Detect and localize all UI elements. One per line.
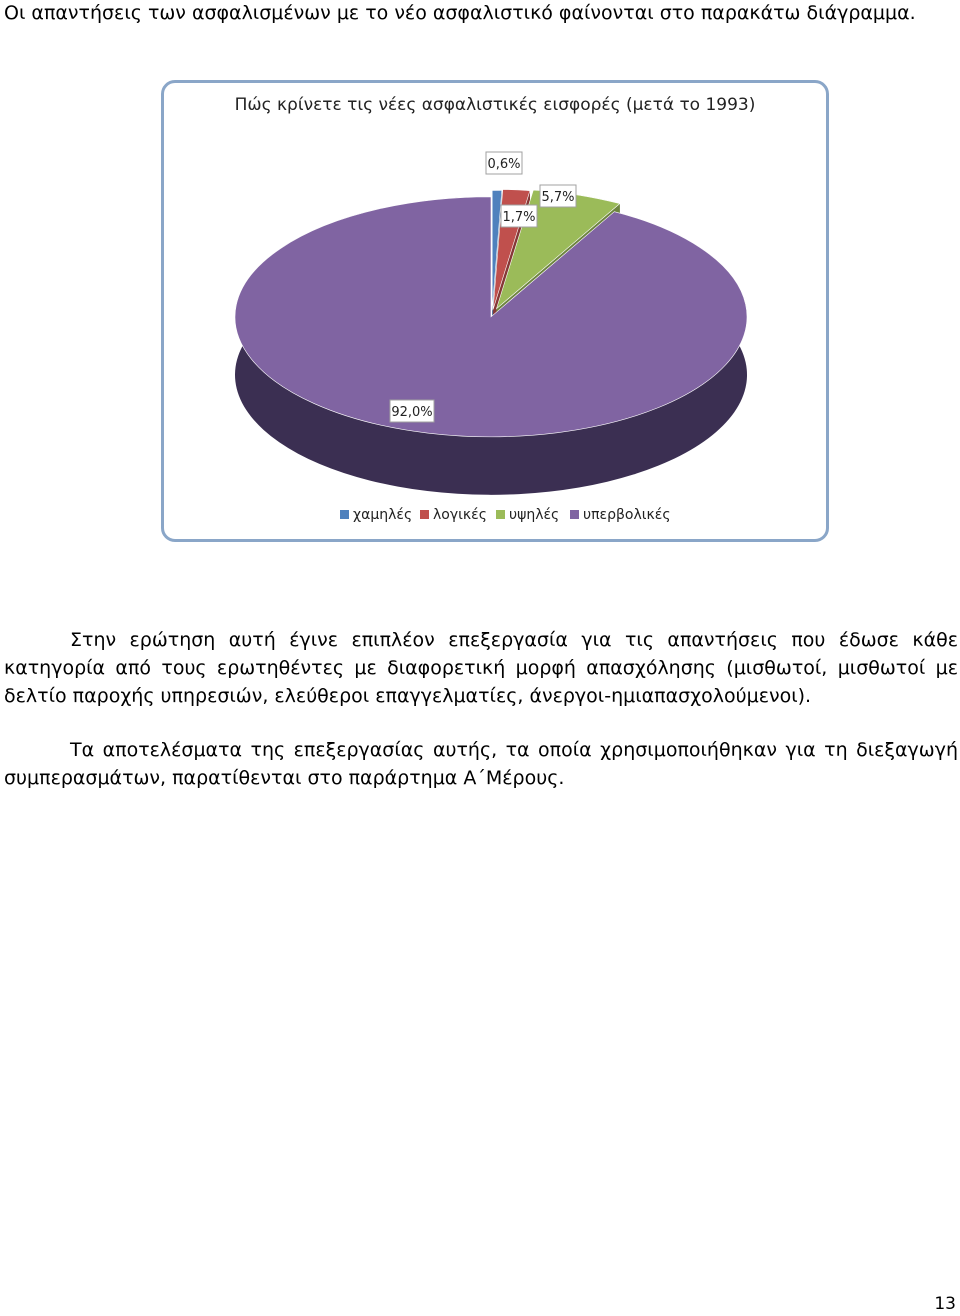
results-paragraph: Τα αποτελέσματα της επεξεργασίας αυτής, τα οποία χρησιμοποιήθηκαν για τη διεξαγωγή συμπερασμάτων, παρατίθενται στο παράρτημα Α΄Μέρους. xyxy=(4,739,958,789)
legend-swatch-1 xyxy=(420,510,429,519)
chart-title: Πώς κρίνετε τις νέες ασφαλιστικές εισφορές (μετά το 1993) xyxy=(234,95,756,115)
page-number: 13 xyxy=(934,1294,956,1314)
legend-label-2: υψηλές xyxy=(509,507,560,523)
data-label-2: 5,7% xyxy=(541,190,575,205)
legend-label-1: λογικές xyxy=(433,507,487,523)
data-label-1: 1,7% xyxy=(502,210,536,225)
legend-label-0: χαμηλές xyxy=(353,507,413,523)
intro-paragraph: Οι απαντήσεις των ασφαλισμένων με το νέο ασφαλιστικό φαίνονται στο παρακάτω διάγραμμα. xyxy=(4,2,916,24)
pie-slice-υπερβολικές xyxy=(235,197,747,437)
legend-label-3: υπερβολικές xyxy=(583,507,671,523)
data-label-0: 0,6% xyxy=(487,157,521,172)
legend-swatch-3 xyxy=(570,510,579,519)
legend-swatch-2 xyxy=(496,510,505,519)
legend-swatch-0 xyxy=(340,510,349,519)
data-label-3: 92,0% xyxy=(391,405,433,420)
pie-chart xyxy=(164,83,826,539)
processing-paragraph: Στην ερώτηση αυτή έγινε επιπλέον επεξεργασία για τις απαντήσεις που έδωσε κάθε κατηγορία από τους ερωτηθέντες με διαφορετική μορφή απασχόλησης (μισθωτοί, μισθωτοί με δελτίο παροχής υπηρεσιών, ελεύθεροι επαγγελματίες, άνεργοι-ημιαπασχολούμενοι). xyxy=(4,629,958,707)
pie-chart-frame xyxy=(161,80,829,542)
